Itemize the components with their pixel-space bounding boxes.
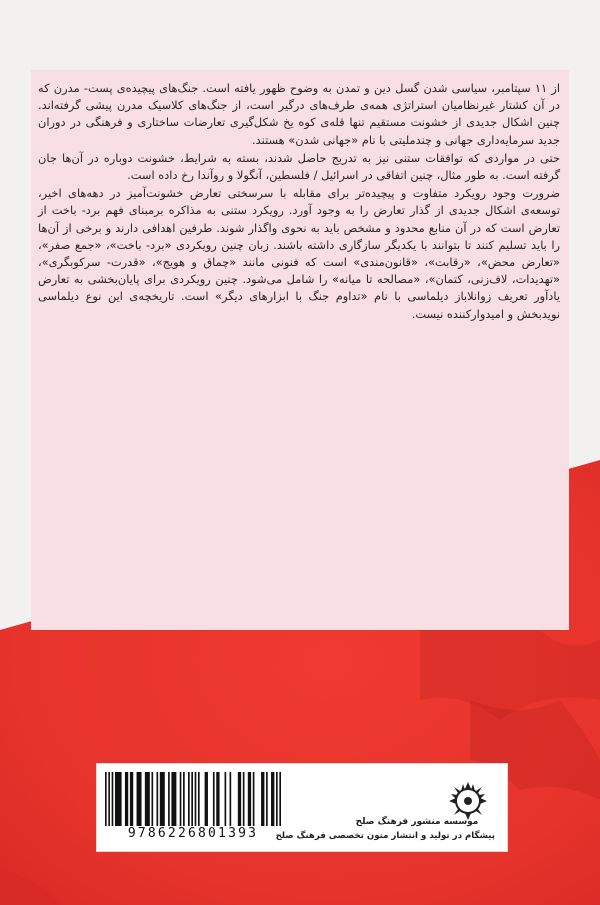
barcode-bar <box>191 772 193 826</box>
barcode-bar <box>171 772 176 826</box>
back-cover-blurb <box>38 80 560 324</box>
barcode-bar <box>261 772 264 826</box>
barcode-bar <box>108 772 110 826</box>
barcode-bar <box>213 772 215 826</box>
barcode-bar <box>198 772 200 826</box>
blurb-paragraph: ضرورت وجود رویکرد متفاوت و پیچیده‌تر برای مقابله با سرسختی تعارض خشونت‌آمیز در دهه‌های اخیر، توسعه‌ی اشکال جدیدی از گذار تعارض را به وجود آورد. رویکرد ستنی به مذاکره برمبنای فهم برد- باخت از تعارض است که در آن منابع محدود و مشخص باید به نحوی واگذار شوند. طرفین اهدافی دارند و برخی از آن‌ها را باید تسلیم کنند تا بتوانند با یکدیگر سازگاری داشته باشند. زبان چنین رویکردی «برد- باخت»، «جمع صفر»، «تعارض محض»، «رقابت»، «قانون‌مندی» است که فنونی مانند «چماق و هویج»، «قدرت- سرکوبگری»، «تهدیدات، لاف‌زنی، کتمان»، «مصالحه تا میانه» را شامل می‌شود. چنین رویکردی برای پایان‌بخشی به تعارض یادآور تعریف زوانلاباز دیلماسی با نام «تداوم جنگ با ابزارهای دیگر» است. تاریخچه‌ی این نوع دیلماسی نویدبخش و امیدوارکننده نیست. <box>38 186 560 321</box>
publisher-tagline: پیشگام در تولید و انتشار متون تخصصی فرهنگ صلح <box>275 831 495 841</box>
barcode-bar <box>243 772 245 826</box>
publisher-box <box>96 763 508 852</box>
barcode-bar <box>253 772 255 826</box>
barcode-bar <box>266 772 268 826</box>
barcode-bar <box>238 772 241 826</box>
barcode-bar <box>276 772 278 826</box>
barcode-bar <box>195 772 197 826</box>
barcode-bar <box>248 772 251 826</box>
barcode-bar <box>216 772 219 826</box>
barcode-bar <box>205 772 208 826</box>
blurb-paragraph: حتی در مواردی که توافقات ستنی نیز به تدریج حاصل شدند، بسته به شرایط، خشونت دوباره در آن‌ها جان گرفته است. به طور مثال، چنین اتفاقی در اسرائیل / فلسطین، آنگولا و روآندا رخ داده است. <box>38 150 560 183</box>
isbn-number: 9786226801393 <box>127 826 259 841</box>
barcode-bar <box>145 772 150 826</box>
barcode-bar <box>112 772 114 826</box>
barcode-bar <box>105 772 107 826</box>
barcode-bar <box>125 772 128 826</box>
barcode-bar <box>279 772 281 826</box>
barcode-bar <box>188 772 190 826</box>
barcode-bar <box>183 772 185 826</box>
barcode-bar <box>156 772 158 826</box>
barcode-bar <box>225 772 227 826</box>
barcode-bar <box>137 772 142 826</box>
barcode-bar <box>130 772 133 826</box>
barcode-bar <box>271 772 274 826</box>
blurb-paragraph: از ۱۱ سپتامبر، سیاسی شدن گسل دین و تمدن به وضوح ظهور یافته است. جنگ‌های پیچیده‌ی پست- مدرن که در آن کشتار غیرنظامیان استراتژی همه‌ی طرف‌های درگیر است، از جنگ‌های کلاسیک مدرن پیشی گرفته‌اند. چنین اشکال جدیدی از خشونت مستقیم تنها قله‌ی کوه یخ شکل‌گیری تعارضات ساختاری و فرهنگی در دوران جدید سرمایه‌داری جهانی و چندملیتی با نام «جهانی شدن» هستند. <box>38 81 560 147</box>
barcode-bar <box>180 772 182 826</box>
barcode-bar <box>230 772 232 826</box>
barcode-bar <box>115 772 122 826</box>
barcode-bar <box>151 772 153 826</box>
isbn-barcode <box>105 772 281 826</box>
barcode-bar <box>160 772 165 826</box>
publisher-name: موسسه منشور فرهنگ صلح <box>355 817 479 827</box>
barcode-bar <box>168 772 170 826</box>
